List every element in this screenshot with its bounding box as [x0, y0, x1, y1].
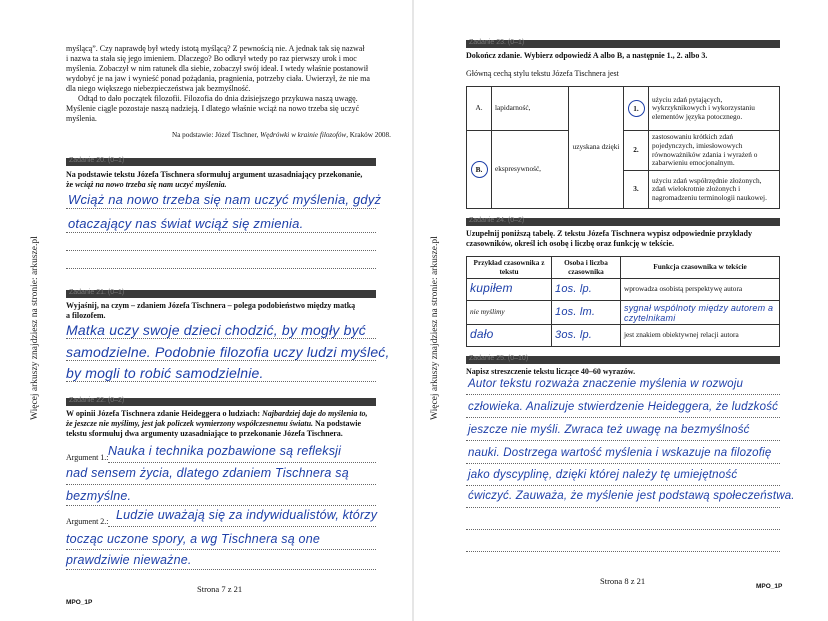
task-instruction: a filozofem. — [66, 311, 106, 320]
person-cell[interactable]: 1os. lm. — [552, 301, 621, 325]
intro-line: myślenia. — [66, 114, 97, 123]
answer-line — [66, 360, 376, 361]
answer-line — [466, 551, 780, 552]
answer-line — [466, 440, 780, 441]
task-bar: Zadanie 22. (0–2) — [66, 398, 376, 406]
intro-line: Odtąd to dało początek filozofii. Filozofia do dnia dzisiejszego przykuwa naszą uwagę. — [78, 94, 358, 103]
task-instruction: Napisz streszczenie tekstu liczące 40–60 wyrazów. — [466, 367, 636, 376]
selected-mark: B. — [471, 161, 488, 178]
task-bar: Zadanie 25. (0–10) — [466, 356, 780, 364]
handwritten-answer: by mogli to robić samodzielnie. — [66, 365, 264, 381]
task-instruction: czasowników, określ ich osobę i liczbę oraz funkcję w tekście. — [466, 239, 675, 248]
function-cell[interactable]: jest znakiem obiektywnej relacji autora — [621, 325, 780, 347]
answer-line — [66, 232, 376, 233]
handwritten-answer: otaczający nas świat wciąż się zmienia. — [68, 216, 304, 231]
task-bar: Zadanie 23. (0–1) — [466, 40, 780, 48]
choice-table — [466, 86, 780, 209]
intro-line: myślącą”. Czy naprawdę był wtedy istotą myślącą? Z pewnością nie. A jednak tak się nazwał — [66, 44, 365, 53]
intro-line: Myślenie ciągle pozostaje naszą nadzieją. I dlatego właśnie wciąż na nowo trzeba się uczyć — [66, 104, 360, 113]
answer-line — [66, 208, 376, 209]
answer-line — [66, 250, 376, 251]
answer-line — [66, 549, 376, 550]
answer-line — [66, 268, 376, 269]
table-row — [467, 301, 780, 325]
summary-line: nauki. Dostrzega wartość myślenia i wskazuje na filozofię — [468, 447, 772, 459]
summary-line: ćwiczyć. Zauważa, że myślenie jest podstawą społeczeństwa. — [468, 490, 795, 502]
task-bar: Zadanie 21. (0–1) — [66, 290, 376, 298]
intro-line: myślenia. Zobaczył w nim ratunek dla siebie, zobaczył swój ideał. I wtedy właśnie postanowił — [66, 64, 369, 73]
page-number: Strona 7 z 21 — [197, 584, 243, 594]
task-instruction: że wciąż na nowo trzeba się nam uczyć myślenia. — [66, 180, 227, 189]
table-header: Przykład czasownika z tekstu — [467, 257, 552, 279]
summary-line: Autor tekstu rozważa znaczenie myślenia w rozwoju — [468, 378, 744, 390]
selected-mark: 1. — [628, 100, 645, 117]
option-3-text[interactable]: użyciu zdań współrzędnie złożonych, zdań wielokrotnie złożonych i nagromadzeniu terminologii naukowej. — [649, 171, 780, 209]
option-1-text[interactable]: użyciu zdań pytających, wykrzyknikowych i wykorzystaniu elementów języka potocznego. — [649, 87, 780, 131]
task-instruction: Dokończ zdanie. Wybierz odpowiedź A albo B, a następnie 1., 2. albo 3. — [466, 51, 708, 60]
task-instruction: tekstu sformułuj dwa argumenty uzasadniające to przekonanie Józefa Tischnera. — [66, 429, 343, 438]
answer-line — [466, 507, 780, 508]
handwritten-answer: nad sensem życia, dlatego zdaniem Tischnera są — [66, 466, 349, 480]
verb-cell[interactable]: kupiłem — [467, 279, 552, 301]
answer-line — [466, 417, 780, 418]
answer-line — [466, 485, 780, 486]
table-row — [467, 325, 780, 347]
summary-line: jako dyscyplinę, dzięki której należy tę umiejętność — [468, 469, 738, 481]
side-watermark: Więcej arkuszy znajdziesz na stronie: arkusze.pl — [30, 236, 40, 420]
handwritten-answer: tocząc uczone spory, a wg Tischnera są one — [66, 532, 321, 546]
function-cell[interactable]: wprowadza osobistą perspektywę autora — [621, 279, 780, 301]
task-bar: Zadanie 20. (0–1) — [66, 158, 376, 166]
argument-label: Argument 2.: — [66, 517, 109, 526]
answer-line — [466, 463, 780, 464]
handwritten-answer: samodzielne. Podobnie filozofia uczy ludzi myśleć, — [66, 344, 390, 360]
table-header: Funkcja czasownika w tekście — [621, 257, 780, 279]
task-instruction: W opinii Józefa Tischnera zdanie Heideggera o ludziach: Najbardziej daje do myślenia to, — [66, 409, 368, 418]
task-instruction: Uzupełnij poniższą tabelę. Z tekstu Józefa Tischnera wypisz odpowiednie przykłady — [466, 229, 752, 238]
summary-line: człowieka. Analizuje stwierdzenie Heideggera, że ludzkość — [468, 401, 779, 413]
answer-line — [466, 529, 780, 530]
answer-line — [66, 484, 376, 485]
verb-table — [466, 256, 780, 347]
option-a-letter[interactable]: A. — [467, 87, 492, 131]
handwritten-answer: Nauka i technika pozbawione są refleksji — [108, 444, 342, 458]
verb-cell[interactable]: nie myślimy — [467, 301, 552, 325]
source-citation: Na podstawie: Józef Tischner, Wędrówki w krainie filozofów, Kraków 2008. — [172, 131, 391, 139]
table-header: Osoba i liczba czasownika — [552, 257, 621, 279]
option-3-num[interactable]: 3. — [624, 171, 649, 209]
exam-code: MPO_1P — [66, 599, 93, 606]
argument-label: Argument 1.: — [66, 453, 109, 462]
summary-line: jeszcze nie myśli. Zwraca też uwagę na bezmyślność — [468, 424, 750, 436]
answer-line — [466, 394, 780, 395]
answer-line — [66, 505, 376, 506]
page-8 — [414, 0, 828, 621]
handwritten-answer: prawdziwie nieważne. — [66, 553, 192, 567]
answer-line — [66, 381, 376, 382]
option-1-num[interactable] — [624, 87, 649, 131]
handwritten-answer: Wciąż na nowo trzeba się nam uczyć myślenia, gdyż — [68, 192, 382, 207]
answer-line — [108, 462, 376, 463]
answer-line — [66, 569, 376, 570]
handwritten-answer: Matka uczy swoje dzieci chodzić, by mogły być — [66, 322, 366, 338]
handwritten-answer: bezmyślne. — [66, 489, 132, 503]
task-bar: Zadanie 24. (0–2) — [466, 218, 780, 226]
answer-line — [66, 338, 376, 339]
page-number: Strona 8 z 21 — [600, 576, 646, 586]
table-row — [467, 279, 780, 301]
option-2-text[interactable]: zastosowaniu krótkich zdań pojedynczych, imiesłowowych równoważników zdania i wyrażeń o zabarwieniu emocjonalnym. — [649, 131, 780, 171]
task-instruction: że jeszcze nie myślimy, jest jak policzek wymierzony współczesnemu światu. Na podstawie — [66, 419, 362, 428]
task-instruction: Wyjaśnij, na czym – zdaniem Józefa Tischnera – polega podobieństwo między matką — [66, 301, 356, 310]
function-cell[interactable]: sygnał wspólnoty między autorem a czytelnikami — [621, 301, 780, 325]
side-watermark: Więcej arkuszy znajdziesz na stronie: arkusze.pl — [430, 236, 440, 420]
exam-code: MPO_1P — [756, 583, 783, 590]
answer-line — [108, 526, 376, 527]
handwritten-answer: Ludzie uważają się za indywidualistów, którzy — [116, 508, 378, 522]
person-cell[interactable]: 3os. lp. — [552, 325, 621, 347]
option-a-text[interactable]: lapidarność, — [492, 87, 569, 131]
option-2-num[interactable]: 2. — [624, 131, 649, 171]
option-b-letter[interactable] — [467, 131, 492, 209]
task-instruction: Na podstawie tekstu Józefa Tischnera sformułuj argument uzasadniający przekonanie, — [66, 170, 363, 179]
intro-line: wydobyć je na jaw i wynieść ponad pożądania, pragnienia, potrzeby ciała. Uwierzył, że nie ma — [66, 74, 370, 83]
task-lead: Główną cechą stylu tekstu Józefa Tischnera jest — [466, 69, 619, 78]
person-cell[interactable]: 1os. lp. — [552, 279, 621, 301]
intro-line: dla niego większego niebezpieczeństwa jak bezmyślność. — [66, 84, 251, 93]
intro-line: i nazwa ta stała się jego imieniem. Dlaczego? Bo odkrył wtedy po raz pierwszy urok i moc — [66, 54, 357, 63]
middle-text: uzyskana dzięki — [569, 87, 624, 209]
verb-cell[interactable]: dało — [467, 325, 552, 347]
option-b-text[interactable]: ekspresywność, — [492, 131, 569, 209]
